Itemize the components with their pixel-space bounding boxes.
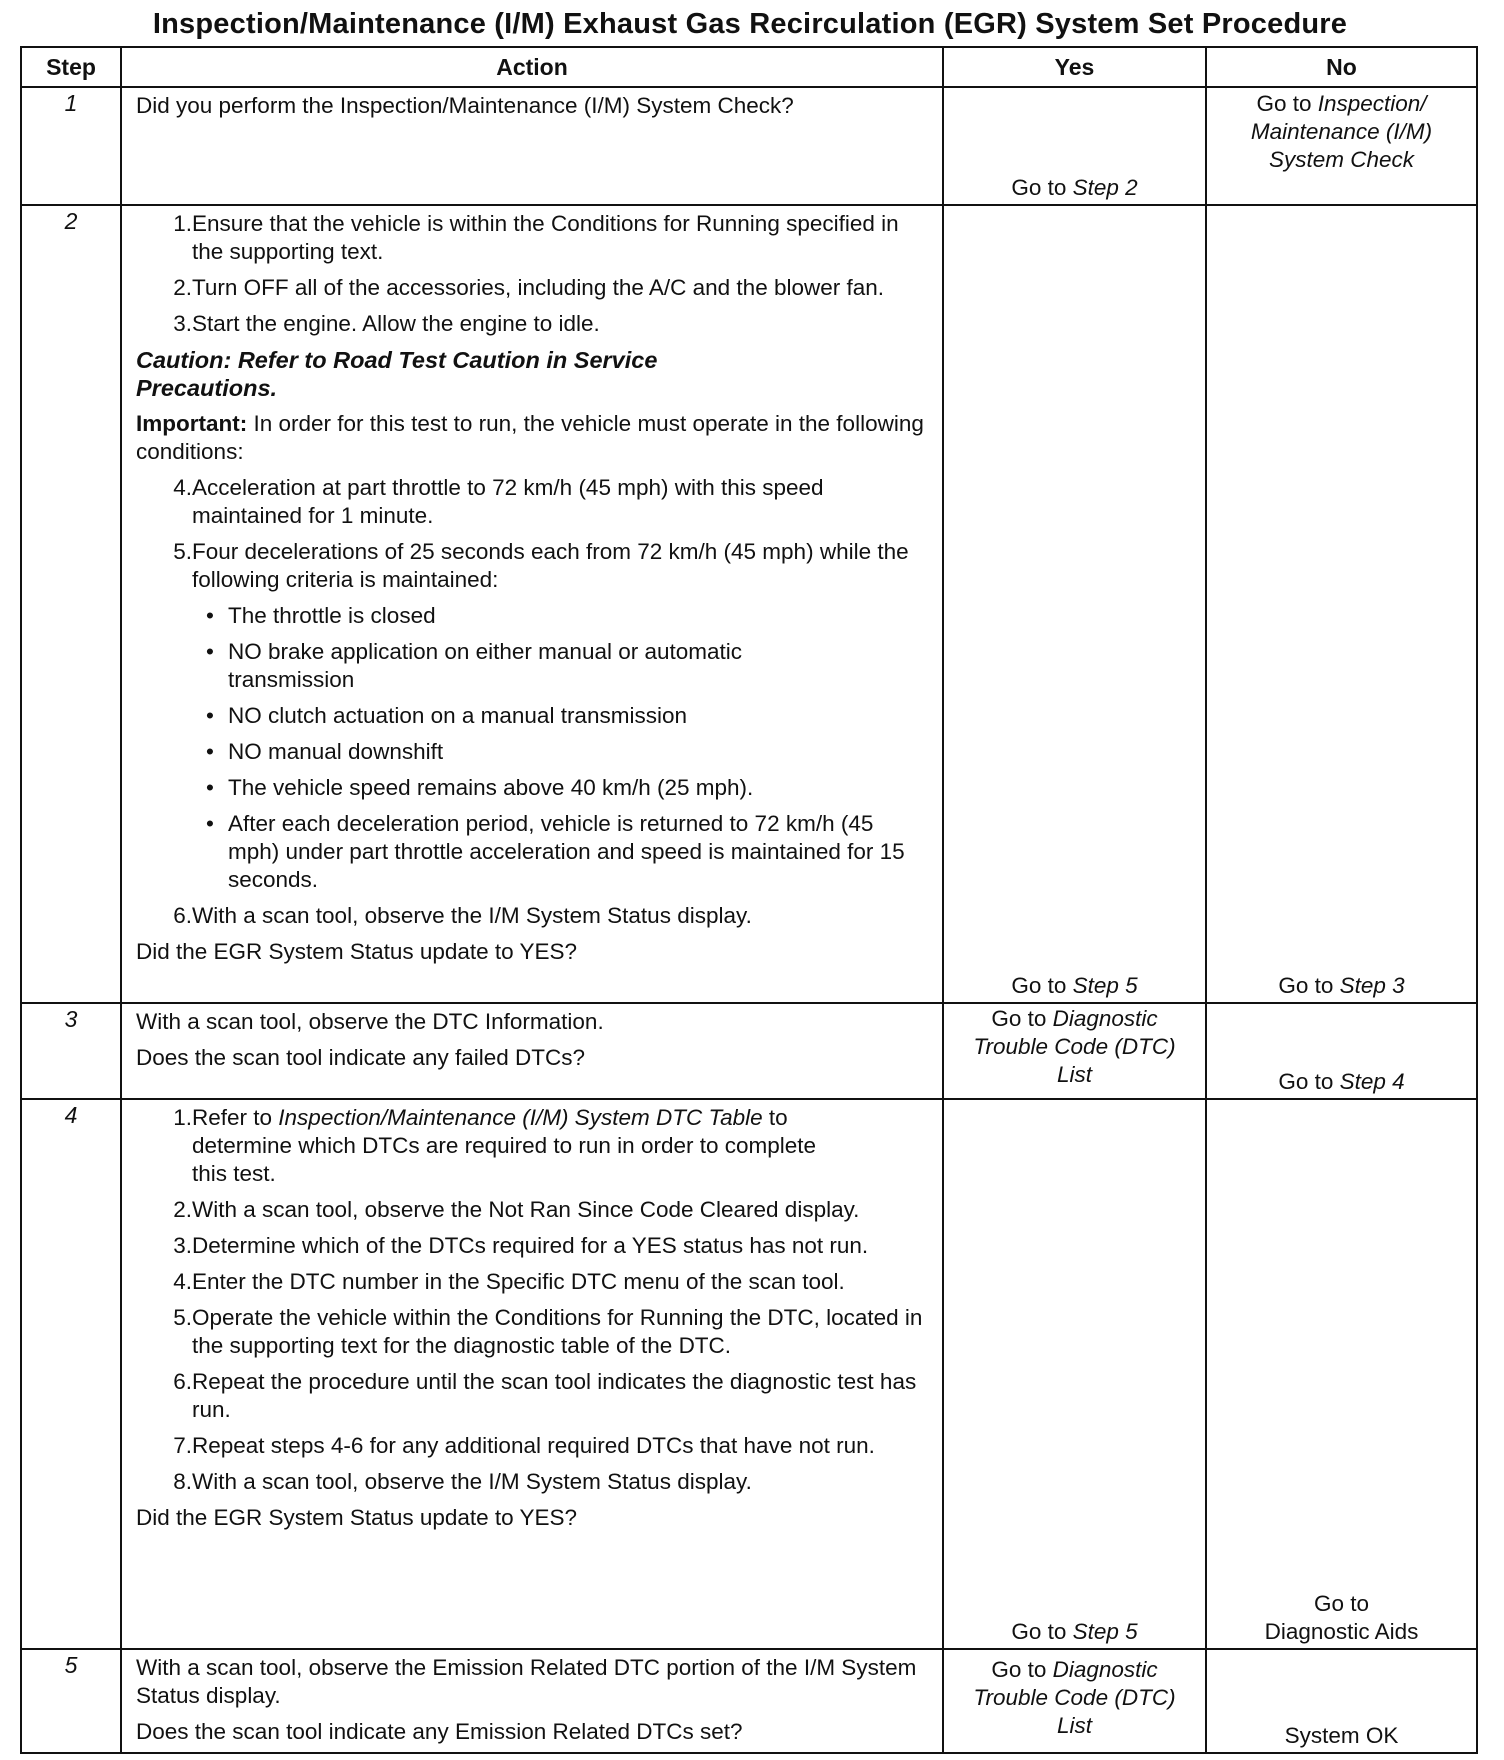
no-prefix: Go to xyxy=(1256,91,1318,116)
no-result: System OK xyxy=(1284,1723,1399,1748)
no-prefix: Go to xyxy=(1278,1069,1340,1094)
yes-cell xyxy=(943,1003,1206,1099)
action-question: Did the EGR System Status update to YES? xyxy=(136,1505,578,1530)
bullet-icon: • xyxy=(206,739,214,764)
header-action: Action xyxy=(121,47,943,87)
bullet-item: • NO manual downshift xyxy=(206,739,444,764)
action-item: 4.Enter the DTC number in the Specific DTC menu of the scan tool. xyxy=(173,1269,845,1294)
yes-cell xyxy=(943,1649,1206,1753)
no-cell xyxy=(1206,1649,1477,1753)
no-result[interactable] xyxy=(1207,972,1476,1000)
bullet-item: • NO clutch actuation on a manual transmission xyxy=(206,703,687,728)
action-item: 5.Four decelerations of 25 seconds each from 72 km/h (45 mph) while the following criteria is maintained: xyxy=(173,539,909,592)
table-row-step-1 xyxy=(21,87,1477,205)
header-yes: Yes xyxy=(943,47,1206,87)
yes-prefix: Go to xyxy=(1011,1619,1073,1644)
action-cell xyxy=(121,87,943,205)
action-item: 7.Repeat steps 4-6 for any additional required DTCs that have not run. xyxy=(173,1433,875,1458)
no-link[interactable]: Step 3 xyxy=(1339,973,1405,998)
action-cell xyxy=(121,205,943,1003)
header-row xyxy=(21,47,1477,87)
table-row-step-5 xyxy=(21,1649,1477,1753)
action-item: 3.Start the engine. Allow the engine to idle. xyxy=(173,311,600,336)
yes-prefix: Go to xyxy=(1011,973,1073,998)
yes-link[interactable]: Step 5 xyxy=(1072,973,1138,998)
no-link[interactable]: Step 4 xyxy=(1339,1069,1405,1094)
no-cell xyxy=(1206,87,1477,205)
bullet-icon: • xyxy=(206,775,214,800)
action-item: 4.Acceleration at part throttle to 72 km/h (45 mph) with this speed maintained for 1 minute. xyxy=(173,475,824,528)
no-result[interactable] xyxy=(1207,1068,1476,1096)
action-question: Did the EGR System Status update to YES? xyxy=(136,939,578,964)
no-result[interactable] xyxy=(1207,88,1476,176)
action-cell xyxy=(121,1099,943,1649)
yes-result[interactable] xyxy=(944,1004,1205,1090)
action-question: Does the scan tool indicate any Emission Related DTCs set? xyxy=(136,1719,743,1744)
step-number: 2 xyxy=(21,205,121,1003)
action-cell xyxy=(121,1649,943,1753)
yes-prefix: Go to xyxy=(1011,175,1073,200)
action-item: 8.With a scan tool, observe the I/M System Status display. xyxy=(173,1469,752,1494)
yes-link[interactable]: Step 5 xyxy=(1072,1619,1138,1644)
action-question: Does the scan tool indicate any failed DTCs? xyxy=(136,1045,585,1070)
no-cell xyxy=(1206,205,1477,1003)
step-number: 1 xyxy=(21,87,121,205)
table-row-step-4 xyxy=(21,1099,1477,1649)
important-note xyxy=(136,410,932,466)
no-prefix: Go to xyxy=(1313,1591,1370,1616)
yes-cell xyxy=(943,205,1206,1003)
dtc-table-link[interactable]: Inspection/Maintenance (I/M) System DTC Table xyxy=(278,1105,763,1130)
no-cell xyxy=(1206,1003,1477,1099)
step-number: 3 xyxy=(21,1003,121,1099)
yes-prefix: Go to xyxy=(991,1657,1053,1682)
page-title: Inspection/Maintenance (I/M) Exhaust Gas Recirculation (EGR) System Set Procedure xyxy=(152,8,1348,40)
action-item: 1.Ensure that the vehicle is within the Conditions for Running specified in the supporting text. xyxy=(173,211,899,264)
yes-cell xyxy=(943,87,1206,205)
action-text: With a scan tool, observe the DTC Information. xyxy=(136,1009,604,1034)
step-number: 4 xyxy=(21,1099,121,1649)
action-item: 1.Refer to Inspection/Maintenance (I/M) System DTC Table to determine which DTCs are required to run in order to complete this test. xyxy=(173,1105,817,1186)
bullet-icon: • xyxy=(206,603,214,628)
step-number: 5 xyxy=(21,1649,121,1753)
action-item: 3.Determine which of the DTCs required for a YES status has not run. xyxy=(173,1233,869,1258)
action-cell xyxy=(121,1003,943,1099)
action-item: 2.With a scan tool, observe the Not Ran Since Code Cleared display. xyxy=(173,1197,860,1222)
yes-link[interactable]: Diagnostic Trouble Code (DTC) List xyxy=(973,1006,1176,1087)
yes-result[interactable] xyxy=(944,972,1205,1000)
bullet-icon: • xyxy=(206,703,214,728)
caution-note: Caution: Refer to Road Test Caution in Service Precautions. xyxy=(136,347,658,401)
action-item: 5.Operate the vehicle within the Conditions for Running the DTC, located in the supporting text for the diagnostic table of the DTC. xyxy=(173,1305,923,1358)
action-question: Did you perform the Inspection/Maintenance (I/M) System Check? xyxy=(136,93,794,118)
important-label: Important: xyxy=(136,411,248,436)
bullet-item: • The vehicle speed remains above 40 km/h (25 mph). xyxy=(206,775,754,800)
yes-prefix: Go to xyxy=(991,1006,1053,1031)
yes-link[interactable]: Diagnostic Trouble Code (DTC) List xyxy=(973,1657,1176,1738)
bullet-item: • After each deceleration period, vehicle is returned to 72 km/h (45 mph) under part throttle acceleration and speed is maintained for 15 seconds. xyxy=(206,811,905,892)
no-link[interactable]: Inspection/ Maintenance (I/M) System Check xyxy=(1250,91,1433,172)
action-item: 2.Turn OFF all of the accessories, including the A/C and the blower fan. xyxy=(173,275,885,300)
table-row-step-3 xyxy=(21,1003,1477,1099)
procedure-table xyxy=(20,46,1478,1754)
yes-result[interactable] xyxy=(944,174,1205,202)
table-row-step-2 xyxy=(21,205,1477,1003)
no-link[interactable]: Diagnostic Aids xyxy=(1264,1619,1419,1644)
yes-result[interactable] xyxy=(944,1650,1205,1746)
bullet-icon: • xyxy=(206,811,214,836)
header-step: Step xyxy=(21,47,121,87)
bullet-icon: • xyxy=(206,639,214,664)
bullet-item: • The throttle is closed xyxy=(206,603,436,628)
no-cell xyxy=(1206,1099,1477,1649)
yes-result[interactable] xyxy=(944,1618,1205,1646)
important-text: In order for this test to run, the vehicle must operate in the following conditions: xyxy=(136,411,924,464)
bullet-item: • NO brake application on either manual or automatic transmission xyxy=(206,639,743,692)
action-item: 6.With a scan tool, observe the I/M System Status display. xyxy=(173,903,752,928)
no-result[interactable] xyxy=(1207,1590,1476,1646)
yes-cell xyxy=(943,1099,1206,1649)
action-item: 6.Repeat the procedure until the scan tool indicates the diagnostic test has run. xyxy=(173,1369,917,1422)
action-text: With a scan tool, observe the Emission Related DTC portion of the I/M System Status display. xyxy=(136,1655,917,1708)
no-prefix: Go to xyxy=(1278,973,1340,998)
header-no: No xyxy=(1206,47,1477,87)
yes-link[interactable]: Step 2 xyxy=(1072,175,1138,200)
